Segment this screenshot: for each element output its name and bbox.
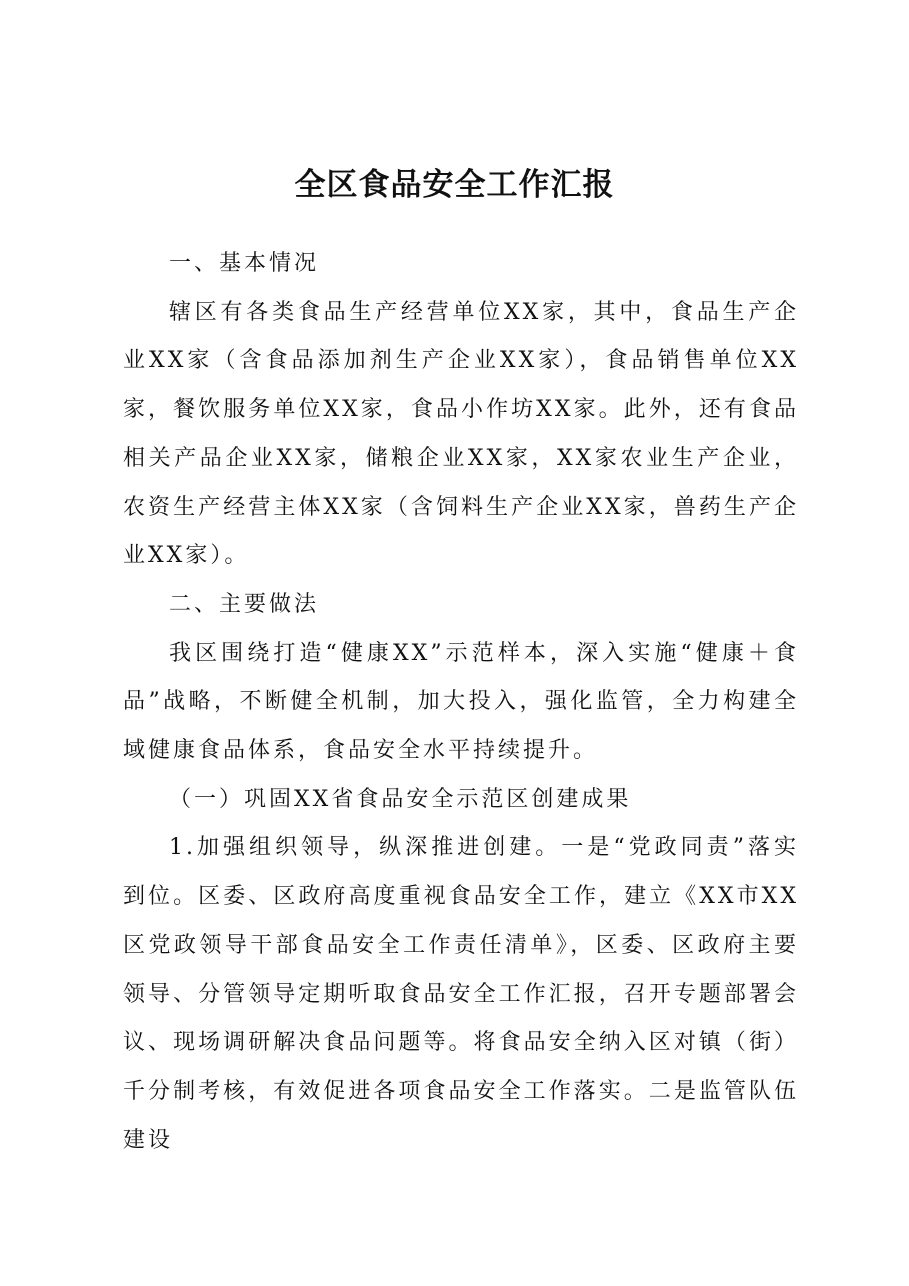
subsection-heading-demonstration-zone: （一）巩固XX省食品安全示范区创建成果 — [169, 786, 632, 812]
section-heading-main-practices: 二、主要做法 — [169, 591, 320, 617]
section-heading-basic-situation: 一、基本情况 — [169, 251, 320, 276]
document-title: 全区食品安全工作汇报 — [294, 167, 615, 203]
document-body — [123, 240, 799, 1165]
paragraph-organization-leadership: 1.加强组织领导，纵深推进创建。一是“党政同责”落实到位。区委、区政府高度重视食品安全工作，建立《XX市XX区党政领导干部食品安全工作责任清单》，区委、区政府主要领导、分管领导定期听取食品安全工作汇报，召开专题部署会议、现场调研解决食品问题等。将食品安全纳入区对镇（街）千分制考核，有效促进各项食品安全工作落实。二是监管队伍建设 — [123, 835, 799, 1153]
paragraph-main-practices: 我区围绕打造“健康XX”示范样本，深入实施“健康＋食品”战略，不断健全机制，加大投入，强化监管，全力构建全域健康食品体系，食品安全水平持续提升。 — [123, 640, 799, 764]
paragraph-basic-situation: 辖区有各类食品生产经营单位XX家，其中，食品生产企业XX家（含食品添加剂生产企业XX家），食品销售单位XX家，餐饮服务单位XX家，食品小作坊XX家。此外，还有食品相关产品企业XX家，储粮企业XX家，XX家农业生产企业，农资生产经营主体XX家（含饲料生产企业XX家，兽药生产企业XX家）。 — [123, 299, 799, 569]
